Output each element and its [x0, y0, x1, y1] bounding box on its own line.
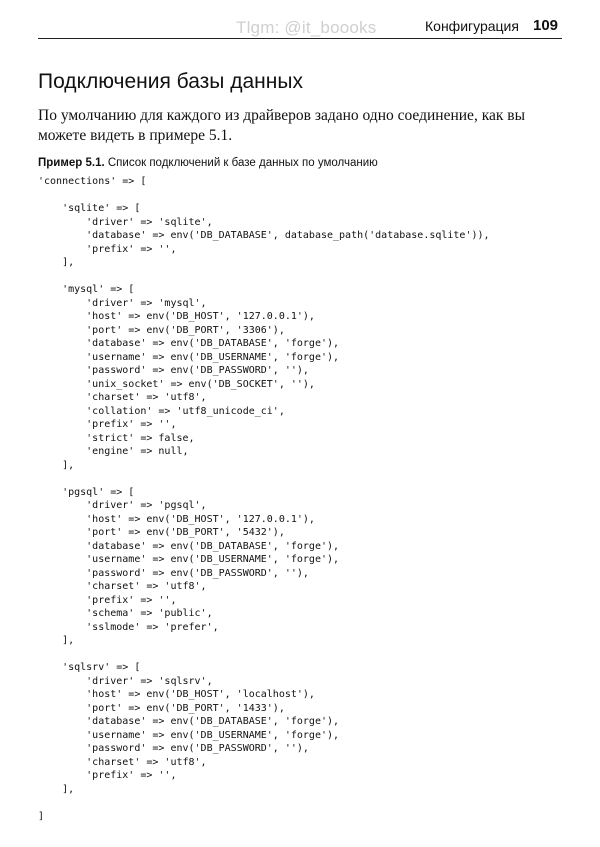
code-line: 'host' => env('DB_HOST', 'localhost'),: [38, 689, 315, 700]
code-line: 'engine' => null,: [38, 446, 189, 457]
code-line: 'database' => env('DB_DATABASE', database_path('database.sqlite')),: [38, 230, 490, 241]
example-caption-text: Список подключений к базе данных по умолчанию: [107, 157, 378, 169]
code-line: 'sslmode' => 'prefer',: [38, 621, 219, 633]
code-line: ],: [38, 635, 75, 646]
code-listing: [38, 175, 490, 823]
code-line: 'port' => env('DB_PORT', '1433'),: [38, 702, 285, 714]
code-line: 'driver' => 'pgsql',: [38, 500, 207, 511]
code-line: 'charset' => 'utf8',: [38, 581, 207, 592]
code-line: 'charset' => 'utf8',: [38, 392, 207, 403]
code-line: 'unix_socket' => env('DB_SOCKET', ''),: [38, 378, 315, 390]
code-line: 'username' => env('DB_USERNAME', 'forge'),: [38, 729, 340, 741]
code-line: 'host' => env('DB_HOST', '127.0.0.1'),: [38, 513, 315, 525]
code-line: 'connections' => [: [38, 176, 147, 187]
code-line: 'driver' => 'mysql',: [38, 297, 207, 309]
code-line: 'sqlsrv' => [: [38, 662, 141, 673]
code-line: 'prefix' => '',: [38, 243, 177, 255]
code-line: 'database' => env('DB_DATABASE', 'forge'),: [38, 540, 340, 552]
code-line: 'charset' => 'utf8',: [38, 756, 207, 768]
code-line: 'database' => env('DB_DATABASE', 'forge'),: [38, 338, 340, 349]
code-line: 'schema' => 'public',: [38, 608, 213, 619]
code-line: 'prefix' => '',: [38, 770, 177, 781]
header-divider: [38, 38, 562, 39]
code-line: 'username' => env('DB_USERNAME', 'forge'),: [38, 351, 340, 363]
code-line: ],: [38, 257, 75, 268]
code-line: 'mysql' => [: [38, 284, 135, 295]
section-title: Подключения базы данных: [38, 70, 303, 93]
code-line: 'collation' => 'utf8_unicode_ci',: [38, 405, 285, 417]
page-number: 109: [533, 17, 559, 34]
code-line: 'port' => env('DB_PORT', '5432'),: [38, 527, 285, 538]
code-line: ],: [38, 459, 75, 471]
code-line: 'prefix' => '',: [38, 594, 177, 606]
code-line: 'prefix' => '',: [38, 419, 177, 430]
code-line: 'database' => env('DB_DATABASE', 'forge'),: [38, 716, 340, 727]
code-line: 'password' => env('DB_PASSWORD', ''),: [38, 743, 309, 754]
code-line: 'driver' => 'sqlsrv',: [38, 675, 213, 687]
code-line: [38, 270, 490, 284]
code-line: 'host' => env('DB_HOST', '127.0.0.1'),: [38, 311, 315, 322]
code-line: 'password' => env('DB_PASSWORD', ''),: [38, 567, 309, 579]
code-line: [38, 189, 490, 203]
code-line: 'pgsql' => [: [38, 486, 135, 498]
watermark: Tlgm: @it_boooks: [236, 18, 377, 37]
code-line: [38, 648, 490, 662]
code-line: ]: [38, 810, 45, 822]
code-line: 'username' => env('DB_USERNAME', 'forge'),: [38, 554, 340, 565]
code-line: 'password' => env('DB_PASSWORD', ''),: [38, 365, 309, 376]
code-line: 'driver' => 'sqlite',: [38, 216, 213, 228]
code-line: 'port' => env('DB_PORT', '3306'),: [38, 324, 285, 336]
code-line: [38, 472, 490, 486]
code-line: ],: [38, 783, 75, 795]
code-line: [38, 796, 490, 810]
example-caption-label: Пример 5.1.: [38, 157, 105, 169]
intro-paragraph: По умолчанию для каждого из драйверов задано одно соединение, как вы можете видеть в примере 5.1.: [38, 107, 526, 144]
code-line: 'sqlite' => [: [38, 203, 141, 214]
code-line: 'strict' => false,: [38, 432, 195, 444]
running-header-chapter: Конфигурация: [425, 18, 519, 34]
example-caption: [38, 157, 378, 169]
